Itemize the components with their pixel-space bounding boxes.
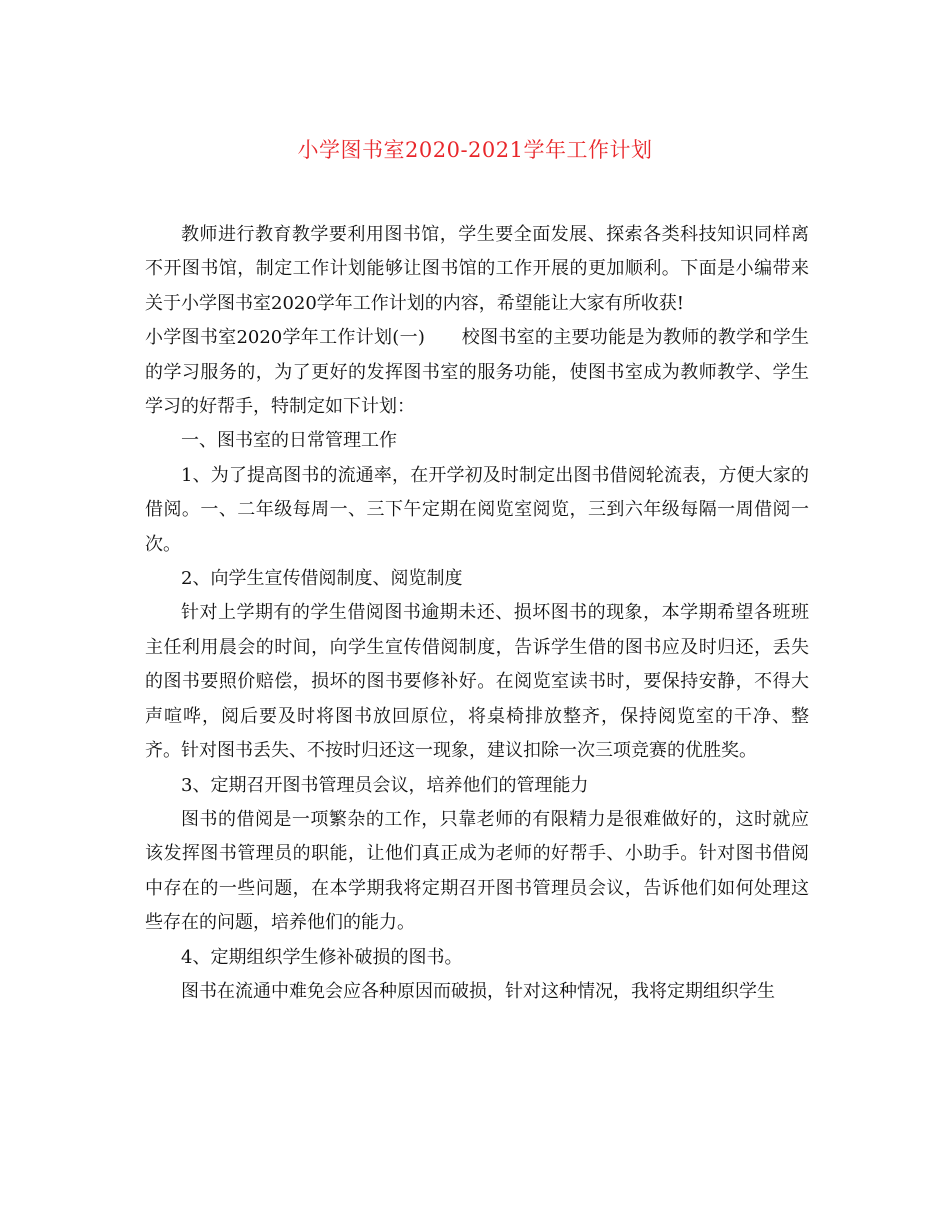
paragraph-item-2-heading: 2、向学生宣传借阅制度、阅览制度 <box>181 568 463 590</box>
paragraph-item-3-body: 图书的借阅是一项繁杂的工作，只靠老师的有限精力是很难做好的，这时就应该发挥图书管理员的职能，让他们真正成为老师的好帮手、小助手。针对图书借阅中存在的一些问题，在本学期我将定期召开图书管理员会议，告诉他们如何处理这些存在的问题，培养他们的能力。 <box>145 808 809 934</box>
paragraph-intro: 教师进行教育教学要利用图书馆，学生要全面发展、探索各类科技知识同样离不开图书馆，制定工作计划能够让图书馆的工作开展的更加顺利。下面是小编带来关于小学图书室2020学年工作计划的内容，希望能让大家有所收获! <box>145 224 809 314</box>
paragraph-item-4-heading: 4、定期组织学生修补破损的图书。 <box>181 946 463 968</box>
paragraph-item-3-heading: 3、定期召开图书管理员会议，培养他们的管理能力 <box>181 774 589 796</box>
document-title: 小学图书室2020-2021学年工作计划 <box>297 138 653 162</box>
paragraph-item-4-body: 图书在流通中难免会应各种原因而破损，针对这种情况，我将定期组织学生 <box>181 980 775 1002</box>
paragraph-plan-one: 小学图书室2020学年工作计划(一) 校图书室的主要功能是为教师的教学和学生的学习服务的，为了更好的发挥图书室的服务功能，使图书室成为教师教学、学生学习的好帮手，特制定如下计划： <box>145 327 809 418</box>
document-body <box>145 218 809 1009</box>
paragraph-item-2-body: 针对上学期有的学生借阅图书逾期未还、损坏图书的现象，本学期希望各班班主任利用晨会的时间，向学生宣传借阅制度，告诉学生借的图书应及时归还，丢失的图书要照价赔偿，损坏的图书要修补好。在阅览室读书时，要保持安静，不得大声喧哗，阅后要及时将图书放回原位，将桌椅排放整齐，保持阅览室的干净、整齐。针对图书丢失、不按时归还这一现象，建议扣除一次三项竞赛的优胜奖。 <box>145 602 809 762</box>
section-heading-daily-management: 一、图书室的日常管理工作 <box>181 430 397 452</box>
paragraph-item-1: 1、为了提高图书的流通率，在开学初及时制定出图书借阅轮流表，方便大家的借阅。一、二年级每周一、三下午定期在阅览室阅览，三到六年级每隔一周借阅一次。 <box>145 464 809 555</box>
